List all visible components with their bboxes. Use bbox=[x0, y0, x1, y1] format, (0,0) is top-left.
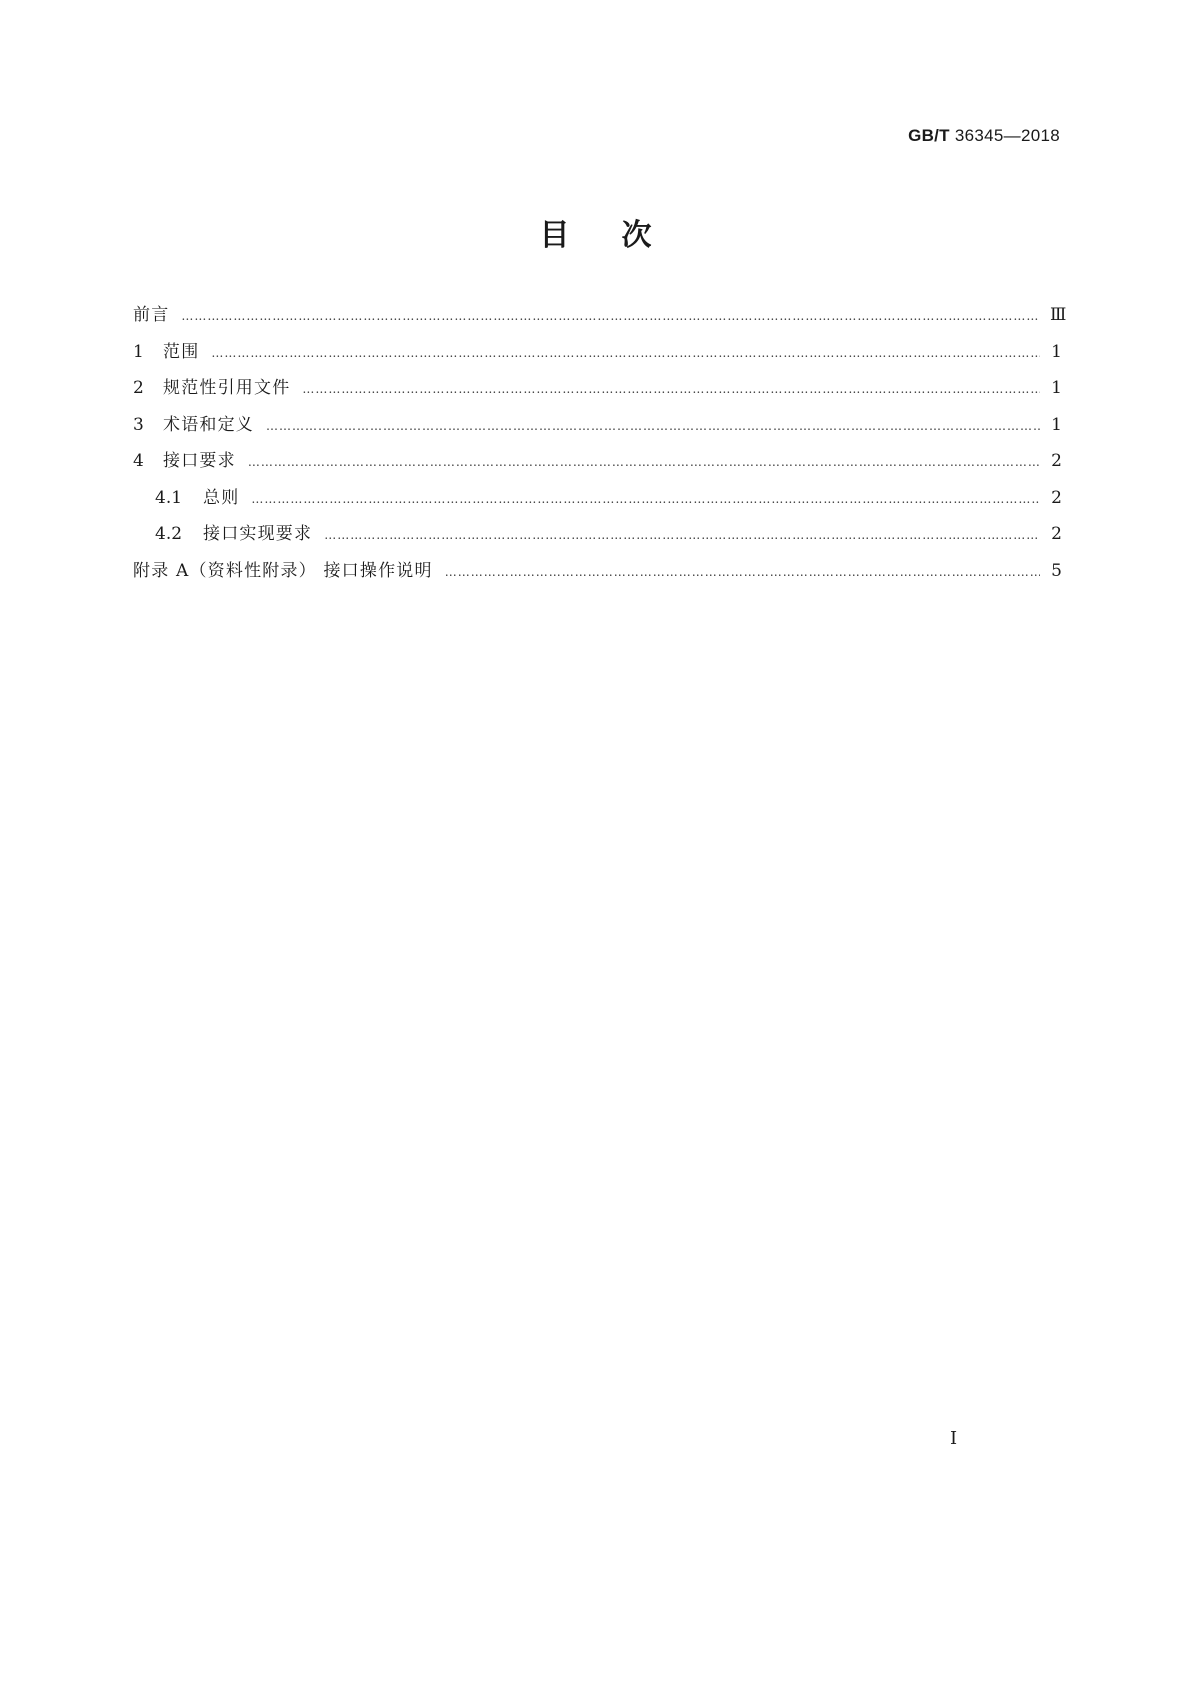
toc-entry-normative-references[interactable] bbox=[133, 373, 1062, 410]
page-number: Ⅰ bbox=[950, 1428, 958, 1449]
toc-leader-dots bbox=[302, 382, 1040, 396]
toc-leader-dots bbox=[324, 528, 1040, 542]
toc-entry-page: Ⅲ bbox=[1050, 305, 1067, 325]
standard-prefix: GB/T bbox=[908, 126, 950, 145]
toc-entry-page: 1 bbox=[1051, 414, 1062, 435]
toc-entry-label: 总则 bbox=[203, 487, 240, 508]
toc-entry-page: 5 bbox=[1051, 560, 1062, 581]
toc-entry-page: 2 bbox=[1051, 487, 1062, 508]
toc-entry-label: 前言 bbox=[133, 305, 170, 325]
toc-entry-label: 规范性引用文件 bbox=[163, 378, 291, 398]
toc-entry-page: 1 bbox=[1051, 341, 1062, 362]
toc-entry-annex-a[interactable] bbox=[133, 556, 1062, 593]
toc-entry-number: 1 bbox=[133, 341, 144, 362]
toc-leader-dots bbox=[251, 492, 1040, 506]
toc-entry-label: 术语和定义 bbox=[163, 414, 254, 435]
toc-entry-label: 接口实现要求 bbox=[203, 524, 313, 544]
toc-entry-number: 4 bbox=[133, 451, 144, 471]
toc-entry-label: 接口要求 bbox=[163, 451, 236, 471]
toc-entry-number: 4.1 bbox=[155, 487, 183, 508]
toc-entry-implementation-requirements[interactable] bbox=[133, 519, 1062, 556]
toc-entry-label: 范围 bbox=[163, 341, 200, 362]
toc-leader-dots bbox=[248, 455, 1040, 469]
toc-entry-label: 附录 A（资料性附录） 接口操作说明 bbox=[133, 560, 433, 581]
table-of-contents bbox=[133, 300, 1067, 592]
toc-entry-general[interactable] bbox=[133, 483, 1062, 520]
standard-number: 36345—2018 bbox=[954, 126, 1060, 145]
toc-entry-number: 3 bbox=[133, 414, 144, 435]
toc-entry-foreword[interactable] bbox=[133, 300, 1067, 337]
toc-entry-number: 4.2 bbox=[155, 524, 183, 544]
toc-leader-dots bbox=[266, 419, 1040, 433]
toc-leader-dots bbox=[445, 565, 1040, 579]
page-title: 目次 bbox=[539, 218, 704, 253]
toc-entry-page: 2 bbox=[1051, 524, 1062, 544]
standard-code bbox=[908, 126, 1060, 146]
toc-entry-scope[interactable] bbox=[133, 337, 1062, 374]
toc-entry-page: 1 bbox=[1051, 378, 1062, 398]
toc-leader-dots bbox=[211, 346, 1040, 360]
toc-entry-interface-requirements[interactable] bbox=[133, 446, 1062, 483]
toc-entry-number: 2 bbox=[133, 378, 144, 398]
toc-entry-page: 2 bbox=[1051, 451, 1062, 471]
toc-entry-terms-definitions[interactable] bbox=[133, 410, 1062, 447]
toc-leader-dots bbox=[181, 309, 1040, 323]
